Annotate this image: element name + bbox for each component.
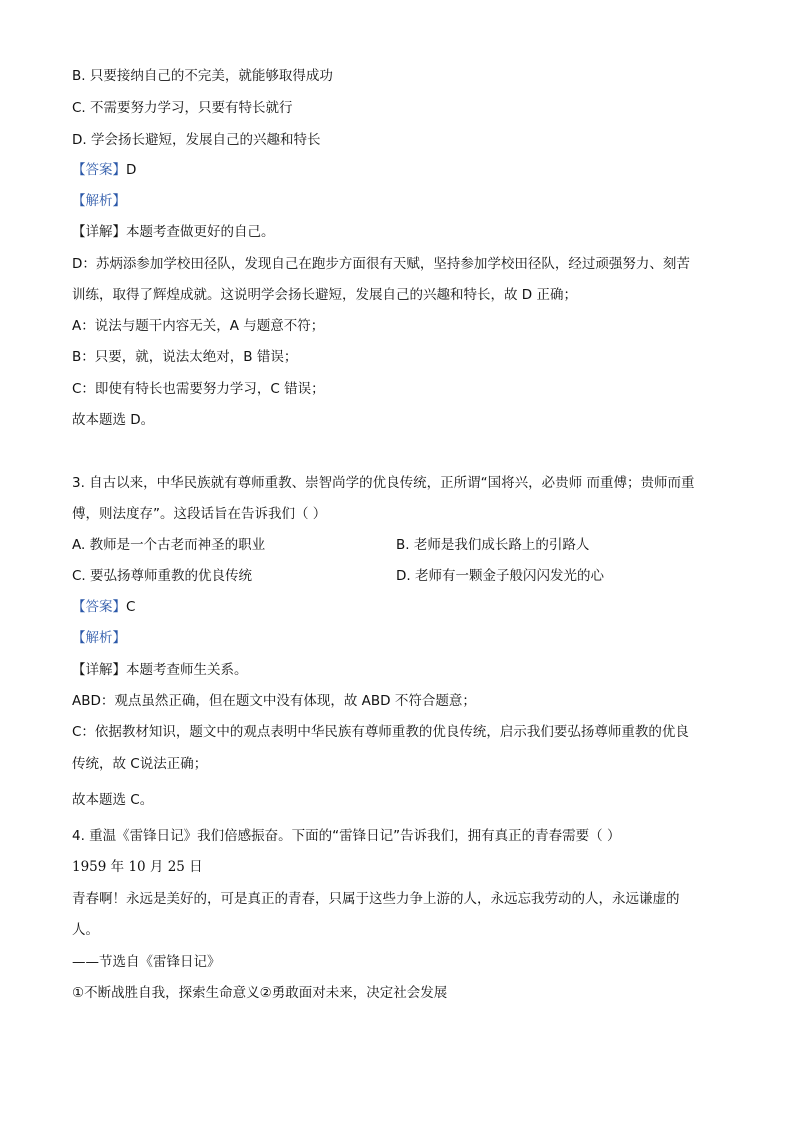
detail-text: 本题考查师生关系。: [126, 662, 248, 678]
q4-source: ——节选自《雷锋日记》: [72, 954, 221, 970]
q2-option-b: B. 只要接纳自己的不完美，就能够取得成功: [72, 68, 333, 84]
q3-answer: [72, 597, 135, 617]
q2-analysis-line: D：苏炳添参加学校田径队，发现自己在跑步方面很有天赋，坚持参加学校田径队，经过顽强努力、刻苦: [72, 256, 690, 272]
q3-analysis-tag: 【解析】: [72, 630, 126, 646]
q2-answer: [72, 160, 136, 180]
q2-option-c: C. 不需要努力学习，只要有特长就行: [72, 100, 293, 116]
q4-choices: ①不断战胜自我，探索生命意义②勇敢面对未来，决定社会发展: [72, 985, 448, 1001]
q3-option-d: D. 老师有一颗金子般闪闪发光的心: [396, 568, 604, 584]
q3-stem-line: 傅，则法度存”。这段话旨在告诉我们（ ）: [72, 506, 327, 522]
q2-option-d: D. 学会扬长避短，发展自己的兴趣和特长: [72, 132, 321, 148]
q3-option-b: B. 老师是我们成长路上的引路人: [396, 537, 590, 553]
q3-analysis-line: C：依据教材知识，题文中的观点表明中华民族有尊师重教的优良传统，启示我们要弘扬尊师重教的优良: [72, 724, 689, 740]
q3-stem-line: 3. 自古以来，中华民族就有尊师重教、崇智尚学的优良传统，正所谓“国将兴，必贵师 而重傅；贵师而重: [72, 475, 695, 491]
detail-tag: 【详解】: [72, 662, 126, 678]
q2-analysis-line: 故本题选 D。: [72, 412, 155, 428]
q3-analysis-line: 传统，故 C说法正确；: [72, 756, 208, 772]
q2-analysis-line: B：只要，就，说法太绝对，B 错误；: [72, 349, 298, 365]
q4-quote-line: 人。: [72, 922, 99, 938]
q2-analysis-line: C：即使有特长也需要努力学习，C 错误；: [72, 381, 325, 397]
answer-tag: 【答案】: [72, 162, 126, 178]
q3-analysis-line: 故本题选 C。: [72, 792, 154, 808]
q2-detail: [72, 222, 275, 242]
answer-value: D: [126, 162, 137, 178]
answer-tag: 【答案】: [72, 599, 126, 615]
q3-detail: [72, 660, 248, 680]
q4-stem: 4. 重温《雷锋日记》我们倍感振奋。下面的“雷锋日记”告诉我们，拥有真正的青春需要（ ）: [72, 828, 621, 844]
q2-analysis-line: 训练，取得了辉煌成就。这说明学会扬长避短，发展自己的兴趣和特长，故 D 正确；: [72, 287, 577, 303]
detail-text: 本题考查做更好的自己。: [126, 224, 275, 240]
q3-analysis-line: ABD：观点虽然正确，但在题文中没有体现，故 ABD 不符合题意；: [72, 693, 476, 709]
q4-date: 1959 年 10 月 25 日: [72, 859, 203, 875]
q4-quote-line: 青春啊！永远是美好的，可是真正的青春，只属于这些力争上游的人，永远忘我劳动的人，永远谦虚的: [72, 891, 680, 907]
q3-option-a: A. 教师是一个古老而神圣的职业: [72, 537, 266, 553]
detail-tag: 【详解】: [72, 224, 126, 240]
q2-analysis-line: A：说法与题干内容无关，A 与题意不符；: [72, 318, 325, 334]
answer-value: C: [126, 599, 136, 615]
q3-option-c: C. 要弘扬尊师重教的优良传统: [72, 568, 253, 584]
q2-analysis-tag: 【解析】: [72, 193, 126, 209]
